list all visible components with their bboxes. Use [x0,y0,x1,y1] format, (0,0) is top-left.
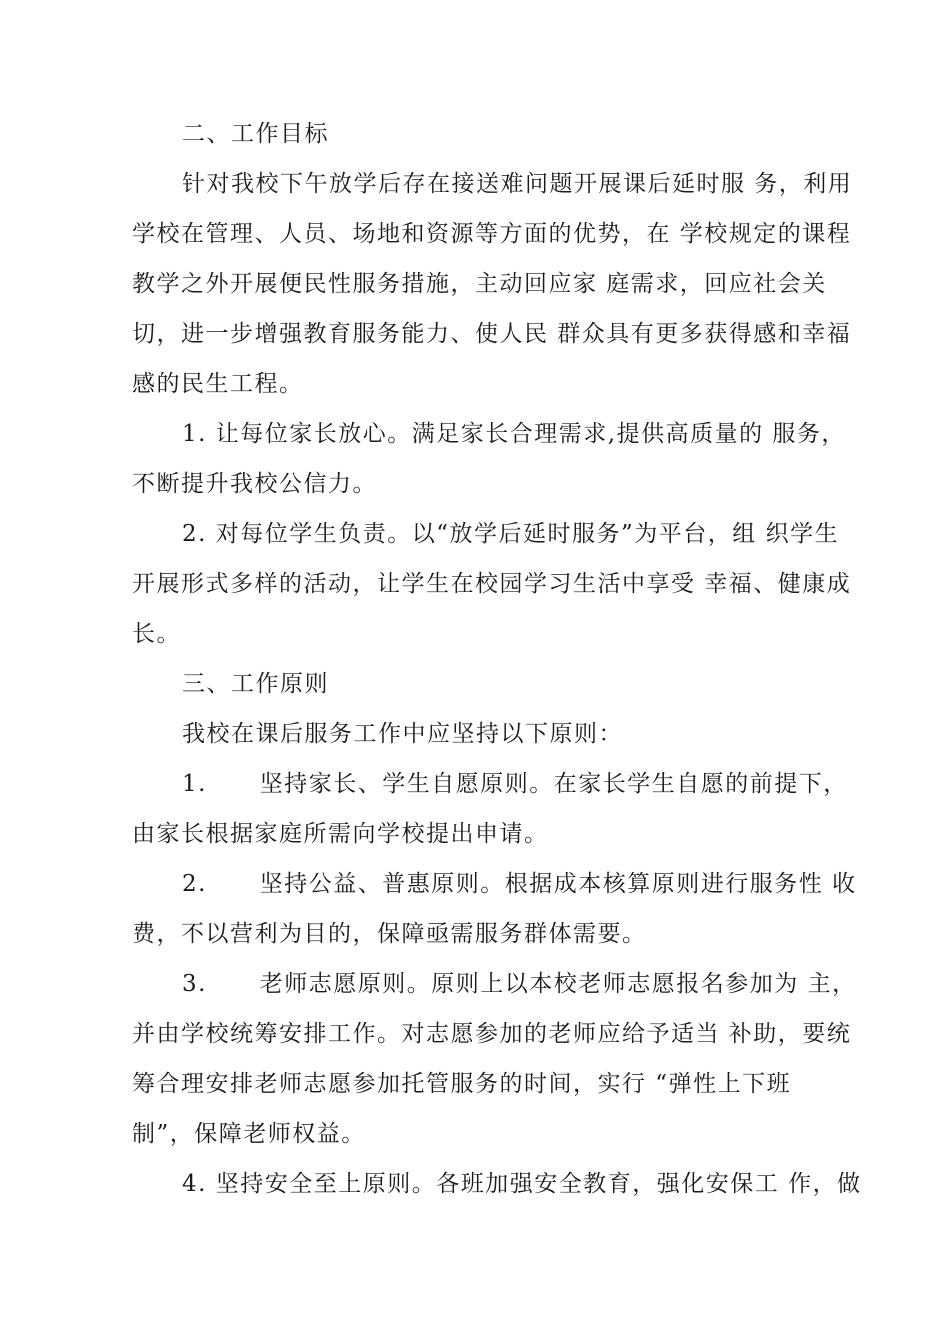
section-heading-principles: 三、工作原则 [182,671,329,697]
paragraph-line: 教学之外开展便民性服务措施，主动回应家 庭需求，回应社会关 [132,271,827,297]
list-item-line: 4. 坚持安全至上原则。各班加强安全教育，强化安保工 作，做 [182,1171,862,1197]
list-item-line: 3. 老师志愿原则。原则上以本校老师志愿报名参加为 主， [182,971,857,997]
paragraph-line: 感的民生工程。 [132,371,304,397]
list-item-line: 费，不以营利为目的，保障亟需服务群体需要。 [132,921,647,947]
list-item-line: 1. 让每位家长放心。满足家长合理需求,提供高质量的 服务， [182,421,846,447]
list-item-line: 长。 [132,621,181,647]
list-item-line: 开展形式多样的活动，让学生在校园学习生活中享受 幸福、健康成 [132,571,852,597]
list-item-line: 2. 坚持公益、普惠原则。根据成本核算原则进行服务性 收 [182,871,857,897]
list-item-line: 并由学校统筹安排工作。对志愿参加的老师应给予适当 补助，要统 [132,1021,852,1047]
list-item-line: 不断提升我校公信力。 [132,471,377,497]
paragraph-line: 针对我校下午放学后存在接送难问题开展课后延时服 务，利用 [182,171,853,197]
list-item-line: 由家长根据家庭所需向学校提出申请。 [132,821,549,847]
paragraph-line: 切，进一步增强教育服务能力、使人民 群众具有更多获得感和幸福 [132,321,852,347]
list-item-line: 2. 对每位学生负责。以“放学后延时服务”为平台，组 织学生 [182,521,840,547]
paragraph-line: 学校在管理、人员、场地和资源等方面的优势，在 学校规定的课程 [132,221,852,247]
list-item-line: 筹合理安排老师志愿参加托管服务的时间，实行 “弹性上下班 [132,1071,792,1097]
section-heading-goals: 二、工作目标 [182,121,329,147]
paragraph-line: 我校在课后服务工作中应坚持以下原则： [182,721,623,747]
list-item-line: 制”，保障老师权益。 [132,1121,366,1147]
list-item-line: 1. 坚持家长、学生自愿原则。在家长学生自愿的前提下， [182,771,848,797]
